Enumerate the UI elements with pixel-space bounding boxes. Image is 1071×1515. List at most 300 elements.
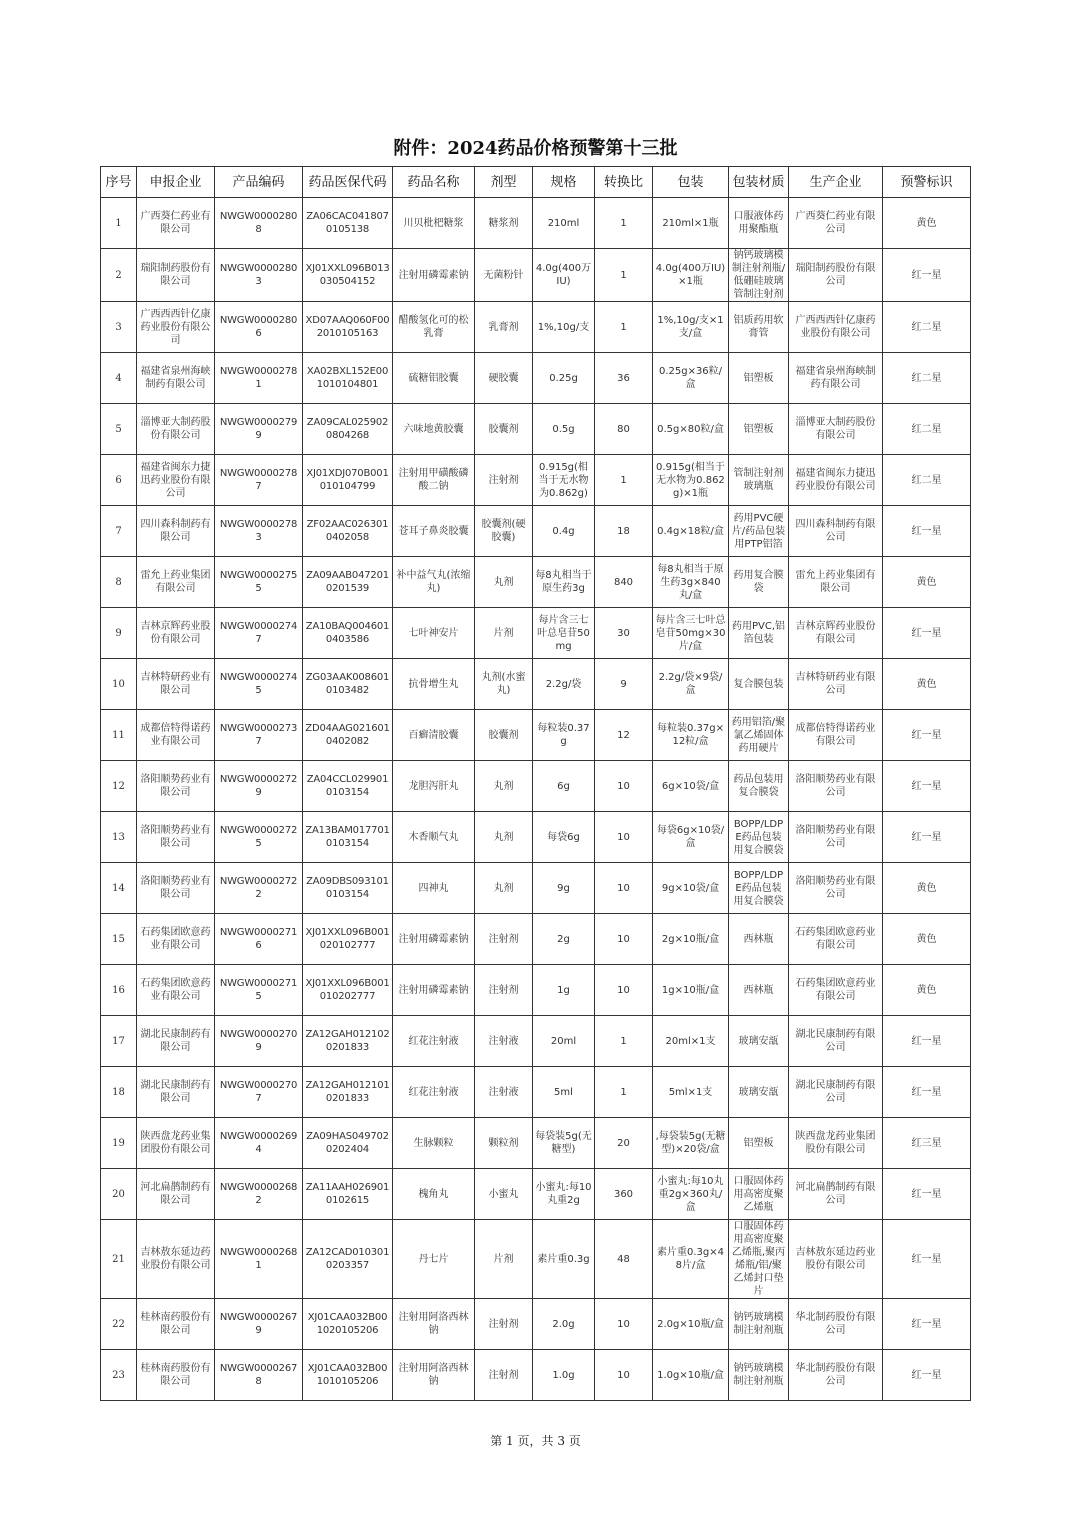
cell-form: 糖浆剂 xyxy=(475,198,533,249)
cell-spec: 9g xyxy=(533,863,595,914)
cell-drug-name: 丹七片 xyxy=(393,1220,475,1299)
cell-ratio: 360 xyxy=(595,1169,653,1220)
cell-spec: 2.0g xyxy=(533,1299,595,1350)
cell-drug-name: 注射用磷霉素钠 xyxy=(393,965,475,1016)
cell-product-code: NWGW00002787 xyxy=(215,455,303,506)
cell-warning: 红一星 xyxy=(883,1220,971,1299)
cell-form: 小蜜丸 xyxy=(475,1169,533,1220)
cell-company: 石药集团欧意药业有限公司 xyxy=(137,914,215,965)
cell-company: 福建省泉州海峡制药有限公司 xyxy=(137,353,215,404)
cell-drug-name: 红花注射液 xyxy=(393,1067,475,1118)
cell-spec: 0.5g xyxy=(533,404,595,455)
cell-spec: 5ml xyxy=(533,1067,595,1118)
cell-product-code: NWGW00002808 xyxy=(215,198,303,249)
column-header: 包装材质 xyxy=(729,167,789,198)
cell-form: 硬胶囊 xyxy=(475,353,533,404)
table-body xyxy=(101,198,971,1401)
cell-manufacturer: 洛阳顺势药业有限公司 xyxy=(789,863,883,914)
cell-company: 桂林南药股份有限公司 xyxy=(137,1299,215,1350)
cell-form: 注射液 xyxy=(475,1016,533,1067)
cell-seq: 21 xyxy=(101,1220,137,1299)
cell-company: 淄博亚大制药股份有限公司 xyxy=(137,404,215,455)
cell-material: 药用PVC,铝箔包装 xyxy=(729,608,789,659)
cell-product-code: NWGW00002725 xyxy=(215,812,303,863)
cell-company: 吉林敖东延边药业股份有限公司 xyxy=(137,1220,215,1299)
cell-ratio: 10 xyxy=(595,1299,653,1350)
cell-form: 胶囊剂 xyxy=(475,404,533,455)
cell-seq: 19 xyxy=(101,1118,137,1169)
cell-product-code: NWGW00002722 xyxy=(215,863,303,914)
cell-company: 四川森科制药有限公司 xyxy=(137,506,215,557)
cell-company: 河北扁鹊制药有限公司 xyxy=(137,1169,215,1220)
cell-seq: 6 xyxy=(101,455,137,506)
cell-manufacturer: 湖北民康制药有限公司 xyxy=(789,1016,883,1067)
cell-ratio: 9 xyxy=(595,659,653,710)
cell-warning: 红三星 xyxy=(883,1118,971,1169)
cell-package: 0.5g×80粒/盒 xyxy=(653,404,729,455)
cell-form: 注射剂 xyxy=(475,914,533,965)
table-row xyxy=(101,608,971,659)
cell-material: 药用复合膜袋 xyxy=(729,557,789,608)
cell-form: 丸剂 xyxy=(475,557,533,608)
cell-warning: 黄色 xyxy=(883,659,971,710)
table-row xyxy=(101,302,971,353)
table-row xyxy=(101,710,971,761)
cell-material: 铝塑板 xyxy=(729,353,789,404)
column-header: 剂型 xyxy=(475,167,533,198)
cell-ratio: 10 xyxy=(595,863,653,914)
cell-ratio: 48 xyxy=(595,1220,653,1299)
column-header: 包装 xyxy=(653,167,729,198)
cell-seq: 20 xyxy=(101,1169,137,1220)
cell-material: 复合膜包装 xyxy=(729,659,789,710)
cell-material: 玻璃安瓿 xyxy=(729,1067,789,1118)
cell-insurance-code: ZD04AAG0216010402082 xyxy=(303,710,393,761)
cell-drug-name: 槐角丸 xyxy=(393,1169,475,1220)
cell-spec: 2g xyxy=(533,914,595,965)
table-row xyxy=(101,761,971,812)
cell-insurance-code: ZA09DBS0931010103154 xyxy=(303,863,393,914)
cell-spec: 每袋6g xyxy=(533,812,595,863)
cell-product-code: NWGW00002709 xyxy=(215,1016,303,1067)
cell-product-code: NWGW00002783 xyxy=(215,506,303,557)
cell-warning: 红一星 xyxy=(883,506,971,557)
cell-company: 福建省闽东力捷迅药业股份有限公司 xyxy=(137,455,215,506)
cell-seq: 1 xyxy=(101,198,137,249)
cell-manufacturer: 广西葵仁药业有限公司 xyxy=(789,198,883,249)
cell-package: 2.0g×10瓶/盒 xyxy=(653,1299,729,1350)
cell-seq: 3 xyxy=(101,302,137,353)
cell-company: 广西西西针亿康药业股份有限公司 xyxy=(137,302,215,353)
cell-warning: 红一星 xyxy=(883,1169,971,1220)
cell-warning: 红一星 xyxy=(883,1016,971,1067)
column-header: 序号 xyxy=(101,167,137,198)
cell-drug-name: 注射用磷霉素钠 xyxy=(393,249,475,302)
column-header: 产品编码 xyxy=(215,167,303,198)
price-warning-table xyxy=(100,166,971,1401)
cell-insurance-code: ZF02AAC0263010402058 xyxy=(303,506,393,557)
cell-form: 注射液 xyxy=(475,1067,533,1118)
cell-form: 注射剂 xyxy=(475,965,533,1016)
cell-drug-name: 生脉颗粒 xyxy=(393,1118,475,1169)
cell-spec: 每粒装0.37g xyxy=(533,710,595,761)
cell-ratio: 30 xyxy=(595,608,653,659)
cell-spec: 每8丸相当于原生药3g xyxy=(533,557,595,608)
cell-form: 丸剂 xyxy=(475,812,533,863)
cell-form: 注射剂 xyxy=(475,455,533,506)
cell-product-code: NWGW00002799 xyxy=(215,404,303,455)
cell-drug-name: 注射用甲磺酸磷酸二钠 xyxy=(393,455,475,506)
cell-ratio: 20 xyxy=(595,1118,653,1169)
cell-manufacturer: 福建省闽东力捷迅药业股份有限公司 xyxy=(789,455,883,506)
cell-spec: 20ml xyxy=(533,1016,595,1067)
cell-package: 0.25g×36粒/盒 xyxy=(653,353,729,404)
cell-product-code: NWGW00002729 xyxy=(215,761,303,812)
cell-package: 0.915g(相当于无水物为0.862g)×1瓶 xyxy=(653,455,729,506)
cell-package: 2g×10瓶/盒 xyxy=(653,914,729,965)
cell-spec: 素片重0.3g xyxy=(533,1220,595,1299)
cell-form: 胶囊剂 xyxy=(475,710,533,761)
cell-product-code: NWGW00002745 xyxy=(215,659,303,710)
cell-manufacturer: 广西西西针亿康药业股份有限公司 xyxy=(789,302,883,353)
cell-ratio: 10 xyxy=(595,761,653,812)
cell-ratio: 840 xyxy=(595,557,653,608)
cell-product-code: NWGW00002806 xyxy=(215,302,303,353)
cell-seq: 2 xyxy=(101,249,137,302)
cell-product-code: NWGW00002716 xyxy=(215,914,303,965)
cell-seq: 23 xyxy=(101,1350,137,1401)
cell-drug-name: 醋酸氢化可的松乳膏 xyxy=(393,302,475,353)
cell-drug-name: 百癣清胶囊 xyxy=(393,710,475,761)
cell-package: 素片重0.3g×48片/盒 xyxy=(653,1220,729,1299)
cell-insurance-code: ZA09CAL0259020804268 xyxy=(303,404,393,455)
cell-drug-name: 红花注射液 xyxy=(393,1016,475,1067)
cell-manufacturer: 瑞阳制药股份有限公司 xyxy=(789,249,883,302)
cell-package: 4.0g(400万IU)×1瓶 xyxy=(653,249,729,302)
cell-form: 片剂 xyxy=(475,608,533,659)
table-row xyxy=(101,914,971,965)
cell-ratio: 80 xyxy=(595,404,653,455)
cell-company: 洛阳顺势药业有限公司 xyxy=(137,761,215,812)
cell-warning: 红一星 xyxy=(883,761,971,812)
cell-warning: 黄色 xyxy=(883,863,971,914)
cell-warning: 红一星 xyxy=(883,608,971,659)
table-row xyxy=(101,812,971,863)
cell-warning: 红一星 xyxy=(883,812,971,863)
cell-company: 吉林特研药业有限公司 xyxy=(137,659,215,710)
table-row xyxy=(101,1169,971,1220)
cell-insurance-code: ZA12GAH0121020201833 xyxy=(303,1016,393,1067)
cell-form: 丸剂 xyxy=(475,761,533,812)
cell-seq: 15 xyxy=(101,914,137,965)
cell-manufacturer: 陕西盘龙药业集团股份有限公司 xyxy=(789,1118,883,1169)
cell-company: 广西葵仁药业有限公司 xyxy=(137,198,215,249)
cell-seq: 4 xyxy=(101,353,137,404)
cell-warning: 红二星 xyxy=(883,455,971,506)
column-header: 预警标识 xyxy=(883,167,971,198)
cell-material: 口服固体药用高密度聚乙烯瓶,聚丙烯瓶/铝/聚乙烯封口垫片 xyxy=(729,1220,789,1299)
column-header: 药品医保代码 xyxy=(303,167,393,198)
cell-manufacturer: 华北制药股份有限公司 xyxy=(789,1350,883,1401)
table-row xyxy=(101,659,971,710)
cell-drug-name: 六味地黄胶囊 xyxy=(393,404,475,455)
cell-manufacturer: 洛阳顺势药业有限公司 xyxy=(789,761,883,812)
cell-insurance-code: ZA12GAH0121010201833 xyxy=(303,1067,393,1118)
cell-product-code: NWGW00002747 xyxy=(215,608,303,659)
cell-form: 胶囊剂(硬胶囊) xyxy=(475,506,533,557)
cell-insurance-code: XJ01CAA032B001010105206 xyxy=(303,1350,393,1401)
column-header: 生产企业 xyxy=(789,167,883,198)
cell-company: 桂林南药股份有限公司 xyxy=(137,1350,215,1401)
cell-form: 丸剂 xyxy=(475,863,533,914)
cell-drug-name: 苍耳子鼻炎胶囊 xyxy=(393,506,475,557)
table-row xyxy=(101,455,971,506)
cell-seq: 12 xyxy=(101,761,137,812)
column-header: 药品名称 xyxy=(393,167,475,198)
cell-package: 20ml×1支 xyxy=(653,1016,729,1067)
cell-seq: 22 xyxy=(101,1299,137,1350)
cell-ratio: 36 xyxy=(595,353,653,404)
cell-manufacturer: 四川森科制药有限公司 xyxy=(789,506,883,557)
cell-drug-name: 硫糖铝胶囊 xyxy=(393,353,475,404)
cell-ratio: 1 xyxy=(595,455,653,506)
table-row xyxy=(101,198,971,249)
cell-insurance-code: ZA04CCL0299010103154 xyxy=(303,761,393,812)
cell-manufacturer: 淄博亚大制药股份有限公司 xyxy=(789,404,883,455)
cell-drug-name: 四神丸 xyxy=(393,863,475,914)
cell-insurance-code: ZG03AAK0086010103482 xyxy=(303,659,393,710)
cell-drug-name: 木香顺气丸 xyxy=(393,812,475,863)
cell-material: 铝质药用软膏管 xyxy=(729,302,789,353)
cell-form: 乳膏剂 xyxy=(475,302,533,353)
cell-drug-name: 注射用阿洛西林钠 xyxy=(393,1350,475,1401)
cell-warning: 黄色 xyxy=(883,198,971,249)
cell-product-code: NWGW00002737 xyxy=(215,710,303,761)
cell-warning: 红二星 xyxy=(883,404,971,455)
cell-warning: 红一星 xyxy=(883,1350,971,1401)
cell-seq: 18 xyxy=(101,1067,137,1118)
cell-spec: 1%,10g/支 xyxy=(533,302,595,353)
cell-warning: 红二星 xyxy=(883,302,971,353)
cell-ratio: 10 xyxy=(595,812,653,863)
cell-insurance-code: ZA10BAQ0046010403586 xyxy=(303,608,393,659)
cell-seq: 11 xyxy=(101,710,137,761)
cell-ratio: 1 xyxy=(595,302,653,353)
cell-insurance-code: XJ01XDJ070B001010104799 xyxy=(303,455,393,506)
cell-material: 铝塑板 xyxy=(729,1118,789,1169)
cell-seq: 5 xyxy=(101,404,137,455)
cell-drug-name: 注射用磷霉素钠 xyxy=(393,914,475,965)
cell-material: 西林瓶 xyxy=(729,965,789,1016)
cell-ratio: 10 xyxy=(595,965,653,1016)
cell-warning: 黄色 xyxy=(883,557,971,608)
table-row xyxy=(101,249,971,302)
column-header: 转换比 xyxy=(595,167,653,198)
cell-drug-name: 注射用阿洛西林钠 xyxy=(393,1299,475,1350)
cell-package: 每袋6g×10袋/盒 xyxy=(653,812,729,863)
table-row xyxy=(101,1067,971,1118)
cell-form: 丸剂(水蜜丸) xyxy=(475,659,533,710)
cell-warning: 黄色 xyxy=(883,965,971,1016)
document-title: 附件：2024药品价格预警第十三批 xyxy=(393,138,678,159)
cell-material: 药品包装用复合膜袋 xyxy=(729,761,789,812)
cell-package: 每片含三七叶总皂苷50mg×30片/盒 xyxy=(653,608,729,659)
cell-ratio: 1 xyxy=(595,1016,653,1067)
cell-insurance-code: XD07AAQ060F002010105163 xyxy=(303,302,393,353)
cell-manufacturer: 成都倍特得诺药业有限公司 xyxy=(789,710,883,761)
cell-company: 湖北民康制药有限公司 xyxy=(137,1067,215,1118)
cell-package: 210ml×1瓶 xyxy=(653,198,729,249)
cell-seq: 10 xyxy=(101,659,137,710)
cell-package: 9g×10袋/盒 xyxy=(653,863,729,914)
cell-insurance-code: ZA11AAH0269010102615 xyxy=(303,1169,393,1220)
cell-seq: 14 xyxy=(101,863,137,914)
table-row xyxy=(101,1016,971,1067)
cell-package: ,每袋装5g(无糖型)×20袋/盒 xyxy=(653,1118,729,1169)
cell-manufacturer: 雷允上药业集团有限公司 xyxy=(789,557,883,608)
table-row xyxy=(101,404,971,455)
cell-warning: 红一星 xyxy=(883,710,971,761)
cell-manufacturer: 石药集团欧意药业有限公司 xyxy=(789,914,883,965)
cell-material: 铝塑板 xyxy=(729,404,789,455)
cell-product-code: NWGW00002694 xyxy=(215,1118,303,1169)
cell-company: 雷允上药业集团有限公司 xyxy=(137,557,215,608)
table-row xyxy=(101,506,971,557)
cell-spec: 2.2g/袋 xyxy=(533,659,595,710)
cell-insurance-code: ZA09HAS0497020202404 xyxy=(303,1118,393,1169)
cell-package: 5ml×1支 xyxy=(653,1067,729,1118)
cell-insurance-code: XJ01XXL096B001010202777 xyxy=(303,965,393,1016)
cell-insurance-code: XJ01CAA032B001020105206 xyxy=(303,1299,393,1350)
cell-package: 每8丸相当于原生药3g×840丸/盒 xyxy=(653,557,729,608)
cell-material: BOPP/LDPE药品包装用复合膜袋 xyxy=(729,812,789,863)
cell-material: 管制注射剂玻璃瓶 xyxy=(729,455,789,506)
cell-material: 口服固体药用高密度聚乙烯瓶 xyxy=(729,1169,789,1220)
cell-material: 钠钙玻璃模制注射剂瓶 xyxy=(729,1350,789,1401)
cell-manufacturer: 洛阳顺势药业有限公司 xyxy=(789,812,883,863)
cell-company: 洛阳顺势药业有限公司 xyxy=(137,863,215,914)
column-header: 申报企业 xyxy=(137,167,215,198)
cell-insurance-code: ZA13BAM0177010103154 xyxy=(303,812,393,863)
cell-company: 洛阳顺势药业有限公司 xyxy=(137,812,215,863)
cell-form: 注射剂 xyxy=(475,1350,533,1401)
cell-manufacturer: 福建省泉州海峡制药有限公司 xyxy=(789,353,883,404)
cell-spec: 小蜜丸:每10丸重2g xyxy=(533,1169,595,1220)
cell-ratio: 1 xyxy=(595,1067,653,1118)
cell-warning: 黄色 xyxy=(883,914,971,965)
cell-spec: 210ml xyxy=(533,198,595,249)
cell-material: 玻璃安瓿 xyxy=(729,1016,789,1067)
cell-product-code: NWGW00002715 xyxy=(215,965,303,1016)
cell-spec: 0.915g(相当于无水物为0.862g) xyxy=(533,455,595,506)
cell-form: 注射剂 xyxy=(475,1299,533,1350)
cell-insurance-code: XA02BXL152E001010104801 xyxy=(303,353,393,404)
cell-insurance-code: ZA06CAC0418070105138 xyxy=(303,198,393,249)
cell-form: 无菌粉针 xyxy=(475,249,533,302)
cell-manufacturer: 石药集团欧意药业有限公司 xyxy=(789,965,883,1016)
cell-company: 成都倍特得诺药业有限公司 xyxy=(137,710,215,761)
table-row xyxy=(101,1220,971,1299)
table-row xyxy=(101,557,971,608)
cell-warning: 红二星 xyxy=(883,353,971,404)
cell-product-code: NWGW00002682 xyxy=(215,1169,303,1220)
cell-drug-name: 抗骨增生丸 xyxy=(393,659,475,710)
cell-ratio: 1 xyxy=(595,249,653,302)
cell-warning: 红一星 xyxy=(883,1067,971,1118)
cell-package: 0.4g×18粒/盒 xyxy=(653,506,729,557)
cell-package: 1%,10g/支×1支/盒 xyxy=(653,302,729,353)
cell-material: 药用铝箔/聚氯乙烯固体药用硬片 xyxy=(729,710,789,761)
cell-warning: 红一星 xyxy=(883,249,971,302)
cell-insurance-code: XJ01XXL096B001020102777 xyxy=(303,914,393,965)
cell-manufacturer: 吉林京辉药业股份有限公司 xyxy=(789,608,883,659)
cell-product-code: NWGW00002803 xyxy=(215,249,303,302)
table-row xyxy=(101,863,971,914)
cell-spec: 0.25g xyxy=(533,353,595,404)
cell-material: 钠钙玻璃模制注射剂瓶 xyxy=(729,1299,789,1350)
cell-manufacturer: 吉林敖东延边药业股份有限公司 xyxy=(789,1220,883,1299)
cell-material: 西林瓶 xyxy=(729,914,789,965)
cell-package: 1.0g×10瓶/盒 xyxy=(653,1350,729,1401)
cell-spec: 6g xyxy=(533,761,595,812)
cell-spec: 1.0g xyxy=(533,1350,595,1401)
cell-package: 每粒装0.37g×12粒/盒 xyxy=(653,710,729,761)
table-row xyxy=(101,353,971,404)
cell-material: 口服液体药用聚酯瓶 xyxy=(729,198,789,249)
cell-ratio: 10 xyxy=(595,914,653,965)
table-header-row xyxy=(101,167,971,198)
cell-material: 钠钙玻璃模制注射剂瓶/低硼硅玻璃管制注射剂 xyxy=(729,249,789,302)
cell-ratio: 12 xyxy=(595,710,653,761)
cell-drug-name: 补中益气丸(浓缩丸) xyxy=(393,557,475,608)
cell-manufacturer: 河北扁鹊制药有限公司 xyxy=(789,1169,883,1220)
table-row xyxy=(101,1118,971,1169)
cell-company: 瑞阳制药股份有限公司 xyxy=(137,249,215,302)
table-row xyxy=(101,965,971,1016)
cell-warning: 红一星 xyxy=(883,1299,971,1350)
cell-product-code: NWGW00002707 xyxy=(215,1067,303,1118)
cell-manufacturer: 吉林特研药业有限公司 xyxy=(789,659,883,710)
cell-drug-name: 龙胆泻肝丸 xyxy=(393,761,475,812)
cell-package: 6g×10袋/盒 xyxy=(653,761,729,812)
cell-product-code: NWGW00002755 xyxy=(215,557,303,608)
cell-company: 陕西盘龙药业集团股份有限公司 xyxy=(137,1118,215,1169)
cell-product-code: NWGW00002781 xyxy=(215,353,303,404)
cell-spec: 1g xyxy=(533,965,595,1016)
table-row xyxy=(101,1350,971,1401)
cell-manufacturer: 湖北民康制药有限公司 xyxy=(789,1067,883,1118)
cell-form: 颗粒剂 xyxy=(475,1118,533,1169)
cell-package: 1g×10瓶/盒 xyxy=(653,965,729,1016)
cell-insurance-code: ZA09AAB0472010201539 xyxy=(303,557,393,608)
cell-spec: 0.4g xyxy=(533,506,595,557)
cell-package: 2.2g/袋×9袋/盒 xyxy=(653,659,729,710)
cell-seq: 7 xyxy=(101,506,137,557)
cell-product-code: NWGW00002679 xyxy=(215,1299,303,1350)
page-footer: 第 1 页，共 3 页 xyxy=(490,1434,581,1448)
cell-product-code: NWGW00002678 xyxy=(215,1350,303,1401)
cell-seq: 13 xyxy=(101,812,137,863)
cell-company: 湖北民康制药有限公司 xyxy=(137,1016,215,1067)
cell-product-code: NWGW00002681 xyxy=(215,1220,303,1299)
cell-spec: 每袋装5g(无糖型) xyxy=(533,1118,595,1169)
cell-seq: 8 xyxy=(101,557,137,608)
cell-spec: 每片含三七叶总皂苷50mg xyxy=(533,608,595,659)
cell-seq: 9 xyxy=(101,608,137,659)
cell-insurance-code: XJ01XXL096B013030504152 xyxy=(303,249,393,302)
cell-ratio: 10 xyxy=(595,1350,653,1401)
table-row xyxy=(101,1299,971,1350)
